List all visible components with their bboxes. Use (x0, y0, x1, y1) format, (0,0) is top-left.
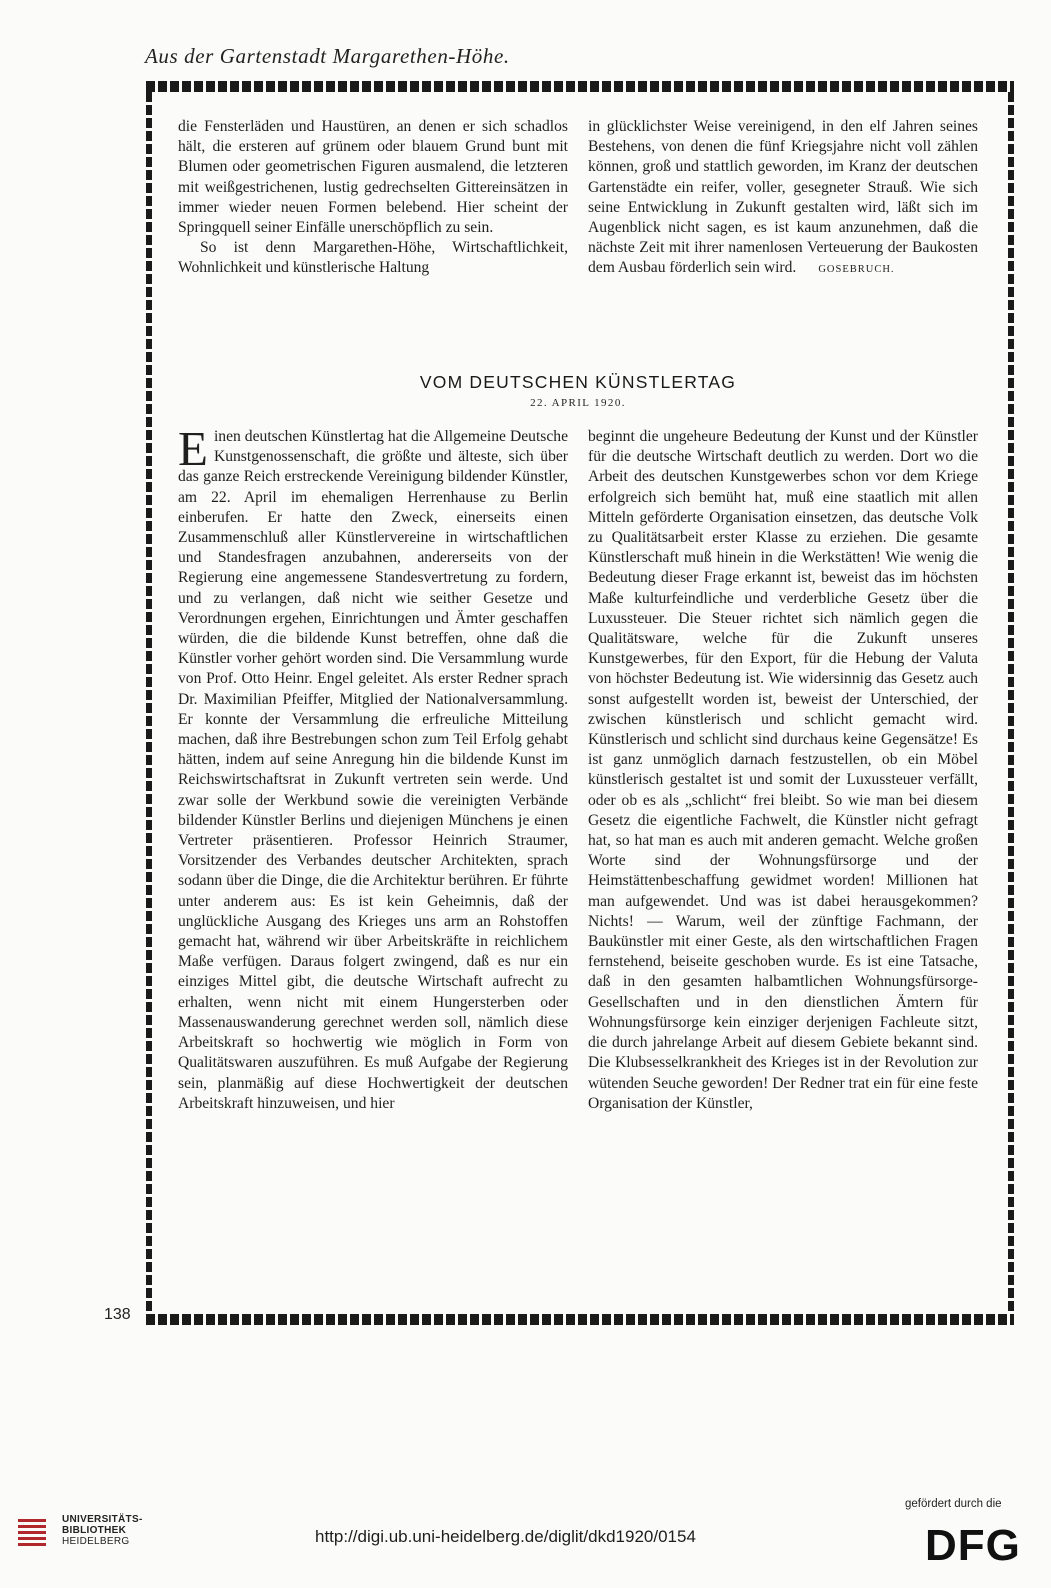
article-column-1 (178, 421, 568, 1114)
library-name-line-1: UNIVERSITÄTS- (62, 1514, 143, 1525)
ornamental-border-left (146, 92, 152, 1314)
library-name-line-3: HEIDELBERG (62, 1536, 130, 1547)
library-name-line-2: BIBLIOTHEK (62, 1525, 127, 1536)
running-head: Aus der Gartenstadt Margarethen-Höhe. (145, 44, 510, 68)
previous-article-paragraph-3 (588, 117, 978, 281)
article-column-2 (588, 427, 978, 1114)
ornamental-border-top (146, 81, 1014, 92)
funded-by-label: gefördert durch die (905, 1498, 1002, 1510)
previous-article-paragraph-2: So ist denn Margarethen-Höhe, Wirtschaftlichkeit, Wohnlichkeit und künstlerische Haltung (178, 239, 568, 277)
previous-article-text: in glücklichster Weise vereinigend, in den elf Jahren seines Bestehens, von denen die fünf Kriegsjahre nicht voll zählen können, groß und stattlich geworden, im Kranz der deutschen Gartenstädte ein reifer, voller, gesegneter Strauß. Wie sich seine Entwicklung in Zukunft gestalten wird, läßt sich im Augenblick nicht sagen, es ist kaum anzunehmen, daß die nächste Zeit mit ihrer namenlosen Verteuerung der Baukosten dem Ausbau förderlich sein wird. (588, 118, 978, 277)
source-url-link[interactable]: http://digi.ub.uni-heidelberg.de/diglit/dkd1920/0154 (315, 1527, 696, 1546)
drop-cap: E (178, 421, 208, 476)
page-number: 138 (104, 1306, 131, 1323)
article-text-1: inen deutschen Künstlertag hat die Allgemeine Deutsche Kunstgenossenschaft, die größte und älteste, sich über das ganze Reich erstreckende Vereinigung bildender Künstler, am 22. April im ehemaligen Herrenhause zu Berlin einberufen. Er hatte den Zweck, einerseits einen Zusammenschluß aller Künstlervereine in wirtschaftlichen und Standesfragen anzubahnen, andererseits von der Regierung eine angemessene Standesvertretung zu fordern, und zu verlangen, daß nicht wie seither Gesetze und Verordnungen ergehen, Einrichtungen und Ämter geschaffen würden, die die bildende Kunst betreffen, ohne daß die Künstler vorher gehört worden sind. Die Versammlung wurde von Prof. Otto Heinr. Engel geleitet. Als erster Redner sprach Dr. Maximilian Pfeiffer, Mitglied der Nationalversammlung. Er konnte der Versammlung die erfreuliche Mitteilung machen, daß ihre Bestrebungen schon zum Teil Erfolg gehabt hätten, indem auf seine Anregung hin die bildende Kunst im Reichswirtschaftsrat in Zukunft vertreten sein werde. Und zwar solle der Werkbund sowie die vereinigten Verbände bildender Künstler Berlins und diejenigen Münchens je einen Vertreter präsentieren. Professor Heinrich Straumer, Vorsitzender des Verbandes deutscher Architekten, sprach sodann über die Dinge, die die Architektur berühren. Er führte unter anderem aus: Es ist kein Geheimnis, daß der unglückliche Ausgang des Krieges uns arm an Rohstoffen gemacht hat, während wir über Arbeitskräfte in reichlichem Maße verfügen. Daraus folgert zwingend, daß es nur ein einziges Mittel gibt, die deutsche Wirtschaft aufrecht zu erhalten, wenn nicht mit einem Hungersterben oder Massenauswanderung gerechnet werden soll, nämlich diese Arbeitskraft so hochwertig wie möglich in Form von Qualitätswaren auszuführen. Es muß Aufgabe der Regierung sein, planmäßig auf diese Hochwertigkeit der deutschen Arbeitskraft hinzuweisen, und hier (178, 428, 568, 1112)
author-signature: GOSEBRUCH. (818, 264, 895, 276)
dfg-logo: DFG (925, 1521, 1021, 1570)
previous-article-column-1 (178, 117, 568, 279)
previous-article-column-2 (588, 117, 978, 281)
article-text-2: beginnt die ungeheure Bedeutung der Kunst und der Künstler für die deutsche Wirtschaft deutlich zu werden. Dort wo die Arbeit des deutschen Kunstgewerbes schon vor dem Kriege erfolgreich sich bemüht hat, muß eine staatlich mit allen Mitteln geförderte Organisation einsetzen, das deutsche Volk zu Qualitätsarbeit erster Klasse zu erziehen. Die gesamte Künstlerschaft muß hinein in die Werkstätten! Wie wenig die Bedeutung dieser Frage erkannt ist, beweist das im höchsten Maße kulturfeindliche und verderbliche Gesetz über die Luxussteuer. Die Steuer richtet sich nämlich gegen die Qualitätsware, welche für die Zukunft unseres Kunstgewerbes, für den Export, für die Hebung der Valuta von höchster Bedeutung ist. Wie widersinnig das Gesetz auch sonst aufgestellt worden ist, beweist der Unterschied, der zwischen künstlerisch und schlicht gemacht wird. Künstlerisch und schlicht sind durchaus keine Gegensätze! Es ist ganz unmöglich darnach festzustellen, ob ein Möbel künstlerisch gestaltet ist und somit der Luxussteuer verfällt, oder ob es als „schlicht“ frei bleibt. So wie man bei diesem Gesetz die eigentliche Fachwelt, die Künstler nicht gefragt hat, so hat man es auch mit anderen gemacht. Welche großen Worte sind der Wohnungsfürsorge und der Heimstättenbeschaffung gewidmet worden! Millionen hat man aufgewendet. Und was ist dabei herausgekommen? Nichts! — Warum, weil der zünftige Fachmann, der Baukünstler mit einer Geste, als den wirtschaftlichen Fragen fernstehend, beiseite geschoben wurde. Es ist eine Tatsache, daß in den gesamten halbamtlichen Wohnungsfürsorge-Gesellschaften und in den dienstlichen Ämtern für Wohnungsfürsorge kein einziger derjenigen Fachleute sitzt, die durch jahrelange Arbeit auf diesem Gebiete bekannt sind. Die Klubsesselkrankheit des Krieges ist in der Revolution zur wütenden Seuche geworden! Der Redner trat ein für eine feste Organisation der Künstler, (588, 428, 978, 1112)
ornamental-border-right (1008, 92, 1014, 1314)
previous-article-paragraph-1: die Fensterläden und Haustüren, an denen er sich schadlos hält, die ersteren auf grünem oder blauem Grund bunt mit Blumen oder geometrischen Figuren ausmalend, die letzteren mit weißgestrichenen, lustig gedrechselten Gittereinsätzen in immer wieder neuen Formen belebend. Hier scheint der Springquell seiner Einfälle unerschöpflich zu sein. (178, 118, 568, 237)
article-date: 22. APRIL 1920. (530, 397, 626, 409)
library-logo-icon (18, 1519, 46, 1549)
library-name (62, 1514, 143, 1547)
article-opening-paragraph (178, 421, 568, 1114)
ornamental-border-bottom (146, 1314, 1014, 1325)
article-title: VOM DEUTSCHEN KÜNSTLERTAG (419, 372, 737, 392)
